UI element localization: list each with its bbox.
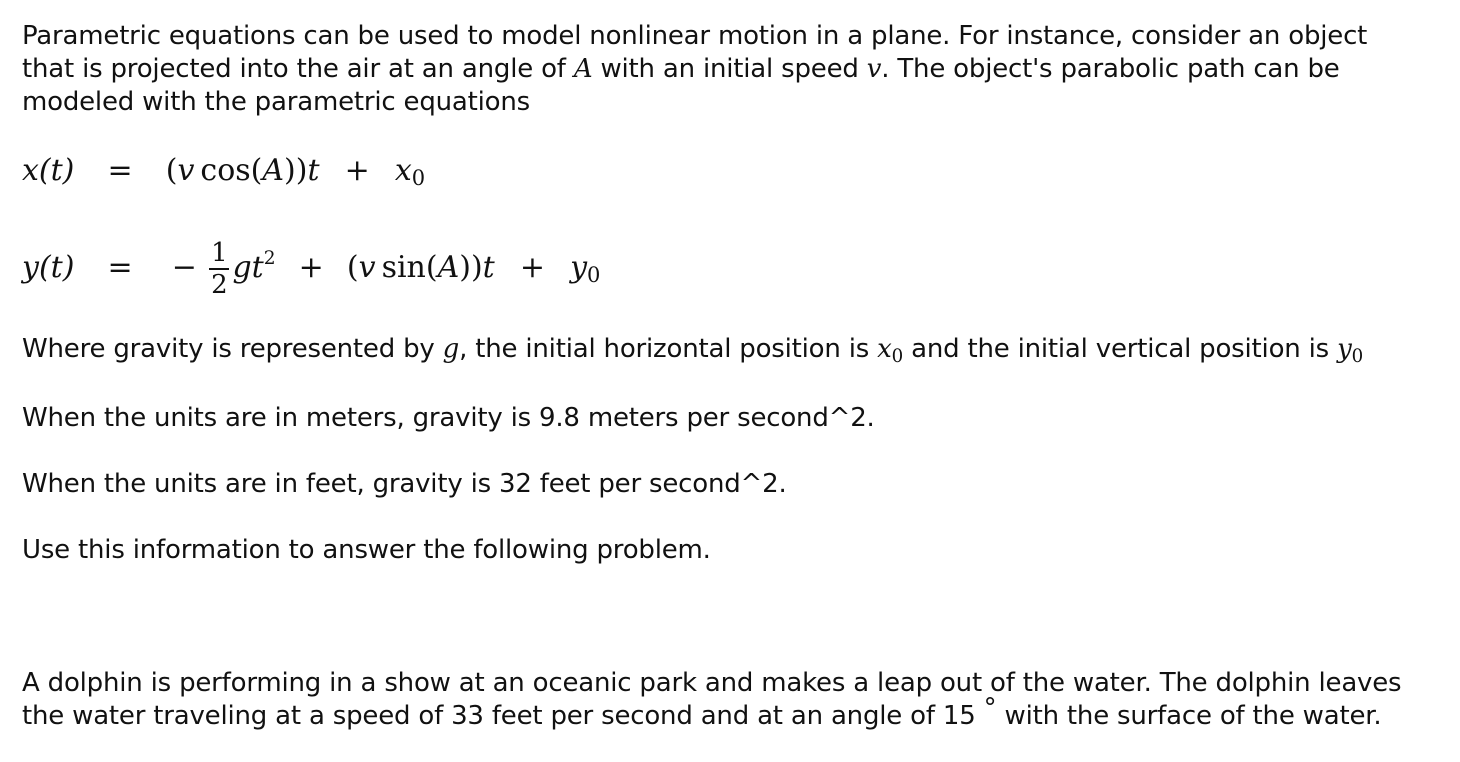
gravity-g: g (442, 334, 460, 364)
problem-text-2: with the surface of the water. (996, 701, 1382, 731)
eq-y-y0-base: y (570, 250, 588, 285)
gravity-y0-base: y (1337, 334, 1352, 364)
instruction-line: Use this information to answer the following problem. (22, 535, 711, 565)
gravity-y0-sub: 0 (1351, 345, 1363, 367)
eq-y-plus-1: + (298, 250, 324, 285)
gravity-x0-sub: 0 (891, 345, 904, 367)
gravity-x0-base: x (877, 334, 892, 364)
eq-y-g: g (232, 250, 252, 285)
degree-symbol: ° (983, 693, 997, 723)
eq-y-plus-2: + (519, 250, 545, 285)
angle-variable: A (573, 54, 593, 84)
eq-y-sin: sin( (381, 250, 438, 285)
intro-paragraph (22, 20, 1422, 119)
eq-x-cos: cos( (200, 153, 263, 188)
intro-text-3: . The object's parabolic path can be modeled with the parametric equations (22, 54, 1340, 117)
eq-x-equals: = (107, 153, 133, 188)
eq-x-open-paren: ( (165, 153, 178, 188)
gravity-x0 (877, 334, 904, 367)
intro-text-1: Parametric equations can be used to model nonlinear motion in a plane. For instance, consider an object that is projected into the air at an angle of (22, 21, 1368, 84)
intro-text-2: with an initial speed (592, 54, 867, 84)
eq-y-fraction (208, 238, 230, 300)
feet-line: When the units are in feet, gravity is 32 feet per second^2. (22, 469, 787, 499)
equation-x (22, 153, 426, 191)
eq-y-t-squared (251, 247, 276, 285)
eq-x-t: t (307, 153, 320, 188)
eq-y-y0 (570, 250, 601, 288)
eq-y-lhs: y(t) (22, 250, 75, 285)
eq-y-frac-num: 1 (211, 238, 228, 268)
problem-text-1: A dolphin is performing in a show at an oceanic park and makes a leap out of the water. The dolphin leaves the water traveling at a speed of 33 feet per second and at an angle of 15 (22, 668, 1402, 731)
eq-x-lhs: x(t) (22, 153, 75, 188)
eq-y-close-paren: )) (459, 250, 483, 285)
eq-x-A: A (262, 153, 285, 188)
eq-y-equals: = (107, 250, 133, 285)
eq-x-x0-base: x (394, 153, 412, 188)
dolphin-problem (22, 667, 1422, 733)
eq-x-plus: + (344, 153, 370, 188)
eq-x-x0 (394, 153, 426, 191)
gravity-y0 (1337, 334, 1363, 367)
eq-y-t-sup: 2 (263, 247, 276, 269)
gravity-text-3: and the initial vertical position is (903, 334, 1338, 364)
eq-y-v: v (358, 250, 376, 285)
gravity-definition (22, 333, 1363, 368)
eq-y-y0-sub: 0 (587, 263, 601, 288)
meters-line: When the units are in meters, gravity is 9.8 meters per second^2. (22, 403, 875, 433)
eq-y-t: t (482, 250, 495, 285)
eq-x-x0-sub: 0 (411, 166, 426, 191)
gravity-text-1: Where gravity is represented by (22, 334, 443, 364)
gravity-text-2: , the initial horizontal position is (459, 334, 878, 364)
eq-x-close-paren: )) (284, 153, 308, 188)
eq-y-t-base: t (251, 250, 264, 285)
eq-y-A: A (437, 250, 460, 285)
eq-y-frac-den: 2 (211, 270, 228, 300)
speed-variable: v (866, 54, 882, 84)
eq-y-minus: − (171, 250, 197, 285)
eq-y-open-paren: ( (346, 250, 359, 285)
eq-x-v: v (177, 153, 195, 188)
equation-y (22, 238, 600, 300)
